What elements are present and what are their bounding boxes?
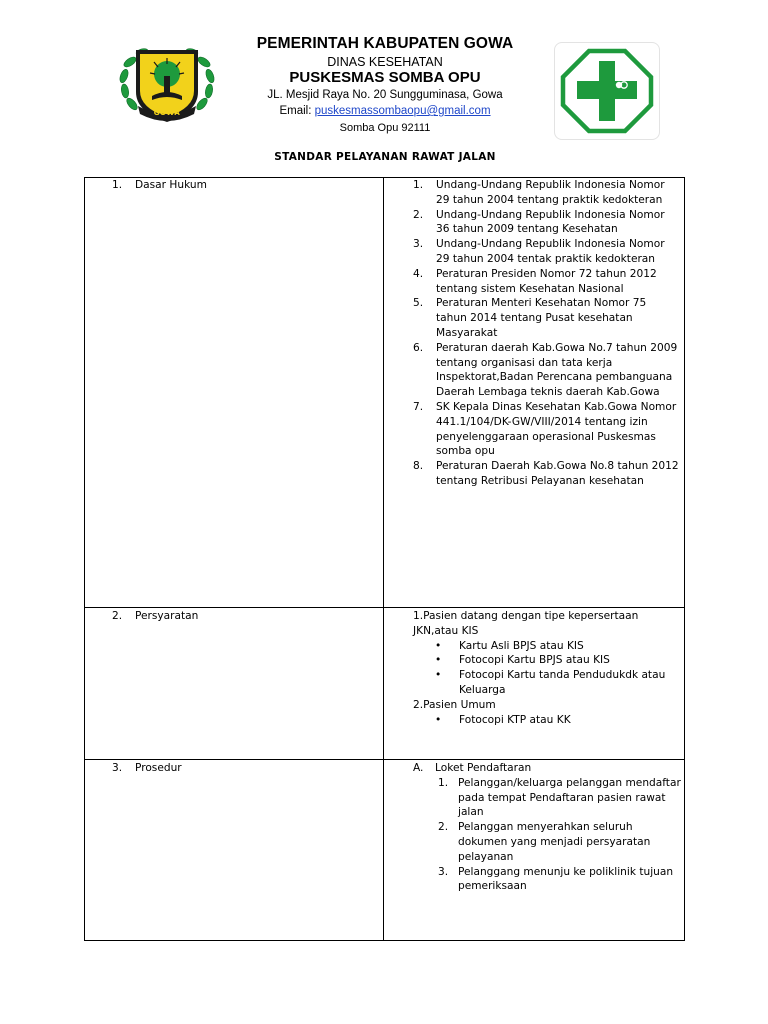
email-line [225,105,545,117]
list-item: 6. Peraturan daerah Kab.Gowa No.7 tahun 2009 tentang organisasi dan tata kerja Inspektorat,Badan Perencana pembanguana Daerah Lembaga teknis daerah Kab.Gowa [413,341,678,399]
bullet-list [413,713,681,728]
gowa-emblem-icon [116,40,218,126]
row-label-prosedur: 3. Prosedur [112,762,182,774]
persyaratan-content [413,609,681,727]
list-item: 3. Pelanggang menunju ke poliklinik tujuan pemeriksaan [438,865,674,893]
document-title: STANDAR PELAYANAN RAWAT JALAN [274,151,496,163]
email-link[interactable]: puskesmassombaopu@gmail.com [314,105,491,117]
list-item: • Fotocopi KTP atau KK [435,713,571,726]
government-name: PEMERINTAH KABUPATEN GOWA [256,35,514,52]
procedure-steps [413,776,683,894]
list-item: 5. Peraturan Menteri Kesehatan Nomor 75 tahun 2014 tentang Pusat kesehatan Masyarakat [413,297,647,339]
list-item: • Fotocopi Kartu tanda Pendudukdk atau Keluarga [435,669,666,696]
postal-line: Somba Opu 92111 [339,122,431,134]
list-item: 3. Undang-Undang Republik Indonesia Nomor 29 tahun 2004 tentak praktik kedokteran [413,238,665,265]
row-label-dasar-hukum: 1. Dasar Hukum [112,179,207,191]
emblem-ribbon-text: GOWA [153,109,181,117]
list-item: • Kartu Asli BPJS atau KIS [435,639,584,652]
list-item: 1. Pelanggan/keluarga pelanggan mendaftar pada tempat Pendaftaran pasien rawat jalan [438,776,681,819]
bullet-list [413,639,681,698]
department-name: DINAS KESEHATAN [327,55,443,69]
group-title: 1.Pasien datang dengan tipe kepersertaan JKN,atau KIS [413,610,639,637]
group-title: 2.Pasien Umum [413,698,496,711]
email-label: Email: [279,105,312,117]
section-heading: A. Loket Pendaftaran [413,762,532,774]
prosedur-content [413,761,683,894]
puskesmas-logo [554,42,660,140]
list-item: 2. Undang-Undang Republik Indonesia Nomor 36 tahun 2009 tentang Kesehatan [413,208,665,236]
list-item: • Fotocopi Kartu BPJS atau KIS [435,654,610,667]
list-item: 2. Pelanggan menyerahkan seluruh dokumen yang menjadi persyaratan pelayanan [438,821,651,863]
row-label-persyaratan: 2. Persyaratan [112,610,199,622]
list-item: 8. Peraturan Daerah Kab.Gowa No.8 tahun 2012 tentang Retribusi Pelayanan kesehatan [413,460,679,487]
list-item: 7. SK Kepala Dinas Kesehatan Kab.Gowa Nomor 441.1/104/DK-GW/VIII/2014 tentang izin penyelenggaraan operasional Puskesmas somba opu [413,400,677,458]
facility-name: PUSKESMAS SOMBA OPU [289,69,481,86]
list-item: 1. Undang-Undang Republik Indonesia Nomor 29 tahun 2004 tentang praktik kedokteran [413,179,665,206]
table-row-divider [84,759,685,760]
dasar-hukum-list [411,178,679,489]
table-row-divider [84,607,685,608]
table-column-divider [383,177,384,941]
puskesmas-cross-icon [555,43,659,139]
list-item: 4. Peraturan Presiden Nomor 72 tahun 2012 tentang sistem Kesehatan Nasional [413,267,657,295]
address: JL. Mesjid Raya No. 20 Sungguminasa, Gowa [267,89,503,101]
